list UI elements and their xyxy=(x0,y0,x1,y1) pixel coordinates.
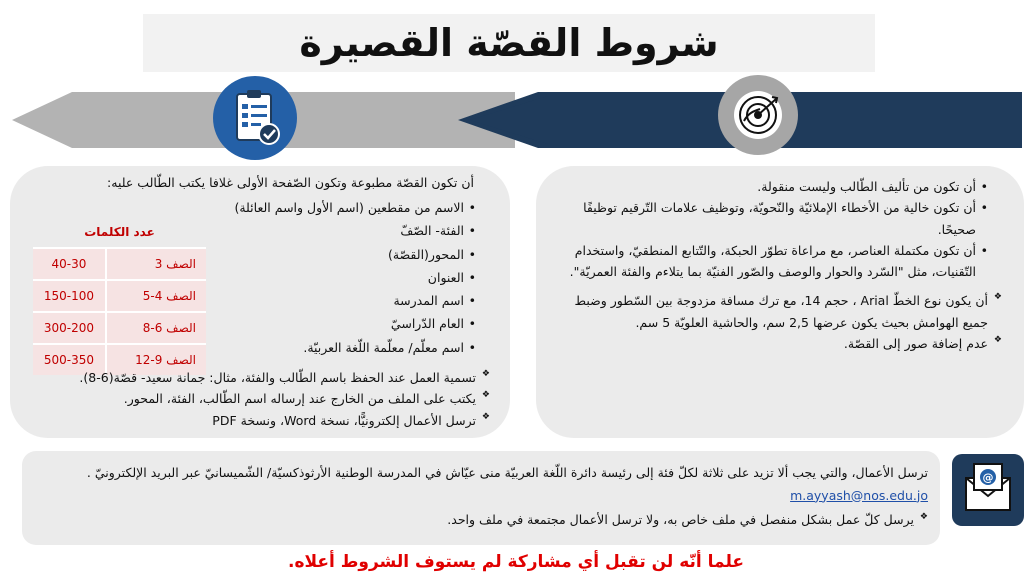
list-item: ❖ يكتب على الملف من الخارج عند إرساله اسم الطّالب، الفئة، المحور. xyxy=(24,388,490,409)
words-cell: 500-350 xyxy=(33,344,106,375)
table-row xyxy=(33,280,206,312)
right-bullet-list xyxy=(554,176,1002,282)
left-bullet-list xyxy=(206,196,490,359)
list-item: ❖ أن يكون نوع الخطّ Arial ، حجم 14، مع ترك مسافة مزدوجة بين السّطور وضبط جميع الهوامش بحيث يكون عرضها 2,5 سم، والحاشية العلويّة 5 سم. xyxy=(554,290,1002,333)
words-cell: 40-30 xyxy=(33,248,106,280)
grade-cell: الصف 6-8 xyxy=(106,312,206,344)
page-title: شروط القصّة القصيرة xyxy=(299,21,719,65)
clipboard-checklist-icon xyxy=(213,76,297,160)
list-item: ❖ يرسل كلّ عمل بشكل منفصل في ملف خاص به، ولا ترسل الأعمال مجتمعة في ملف واحد. xyxy=(34,509,928,532)
list-item: • أن تكون خالية من الأخطاء الإملائيّة والنّحويّة، وتوظيف علامات التّرقيم توظيفًا صحيحًا. xyxy=(554,197,988,240)
right-conditions-panel xyxy=(536,166,1024,438)
arrow-banners xyxy=(0,70,1032,170)
email-link[interactable]: m.ayyash@nos.edu.jo xyxy=(790,487,928,503)
list-item: ❖ ترسل الأعمال إلكترونيًّا، نسخة Word، ونسخة PDF xyxy=(24,410,490,431)
envelope-icon-box xyxy=(952,454,1024,526)
list-item: • الفئة- الصّفّ xyxy=(206,219,476,242)
table-header: عدد الكلمات xyxy=(33,217,206,248)
target-icon-circle xyxy=(718,75,798,155)
list-item: ❖ عدم إضافة صور إلى القصّة. xyxy=(554,333,1002,354)
left-intro: أن تكون القصّة مطبوعة وتكون الصّفحة الأولى غلافا يكتب الطّالب عليه: xyxy=(107,175,474,190)
right-diamond-list xyxy=(554,290,1002,354)
word-count-table xyxy=(33,217,206,375)
list-item: ❖ تسمية العمل عند الحفظ باسم الطّالب والفئة، مثال: جمانة سعيد- قصّة(6-8). xyxy=(24,367,490,388)
table-row xyxy=(33,312,206,344)
svg-text:@: @ xyxy=(982,471,994,484)
grade-cell: الصف 3 xyxy=(106,248,206,280)
clipboard-icon-circle xyxy=(213,76,297,160)
list-item: • المحور(القصّة) xyxy=(206,243,476,266)
title-banner xyxy=(143,14,875,72)
list-item: • اسم معلّم/ معلّمة اللّغة العربيّة. xyxy=(206,336,476,359)
list-item: • العنوان xyxy=(206,266,476,289)
list-item: • أن تكون مكتملة العناصر، مع مراعاة تطوّر الحبكة، والتّتابع المنطقيّ، واستخدام التّقنيات، مثل "السّرد والحوار والوصف والصّور الفنيّة بما يتلاءم والفئة العمريّة". xyxy=(554,240,988,283)
list-item: • أن تكون من تأليف الطّالب وليست منقولة. xyxy=(554,176,988,197)
submission-line: ترسل الأعمال، والتي يجب ألا تزيد على ثلاثة لكلّ فئة إلى رئيسة دائرة اللّغة العربيّة منى عيّاش في المدرسة الوطنية الأرثوذكسيّة/ الشّميسانيّ عبر البريد الإلكترونيّ . xyxy=(86,465,928,480)
email-envelope-icon xyxy=(952,454,1024,526)
target-quill-icon xyxy=(734,91,782,139)
list-item: • اسم المدرسة xyxy=(206,289,476,312)
submission-text xyxy=(34,462,928,507)
footer-note: علما أنّه لن تقبل أي مشاركة لم يستوف الشروط أعلاه. xyxy=(287,552,745,572)
grade-cell: الصف 9-12 xyxy=(106,344,206,375)
submission-diamond-list xyxy=(34,509,928,532)
table-row xyxy=(33,248,206,280)
list-item: • العام الدّراسيّ xyxy=(206,312,476,335)
words-cell: 150-100 xyxy=(33,280,106,312)
list-item: • الاسم من مقطعين (اسم الأول واسم العائلة) xyxy=(206,196,476,219)
words-cell: 300-200 xyxy=(33,312,106,344)
left-conditions-panel xyxy=(10,166,510,438)
submission-panel xyxy=(22,451,940,545)
left-diamond-list xyxy=(24,367,490,431)
grade-cell: الصف 4-5 xyxy=(106,280,206,312)
